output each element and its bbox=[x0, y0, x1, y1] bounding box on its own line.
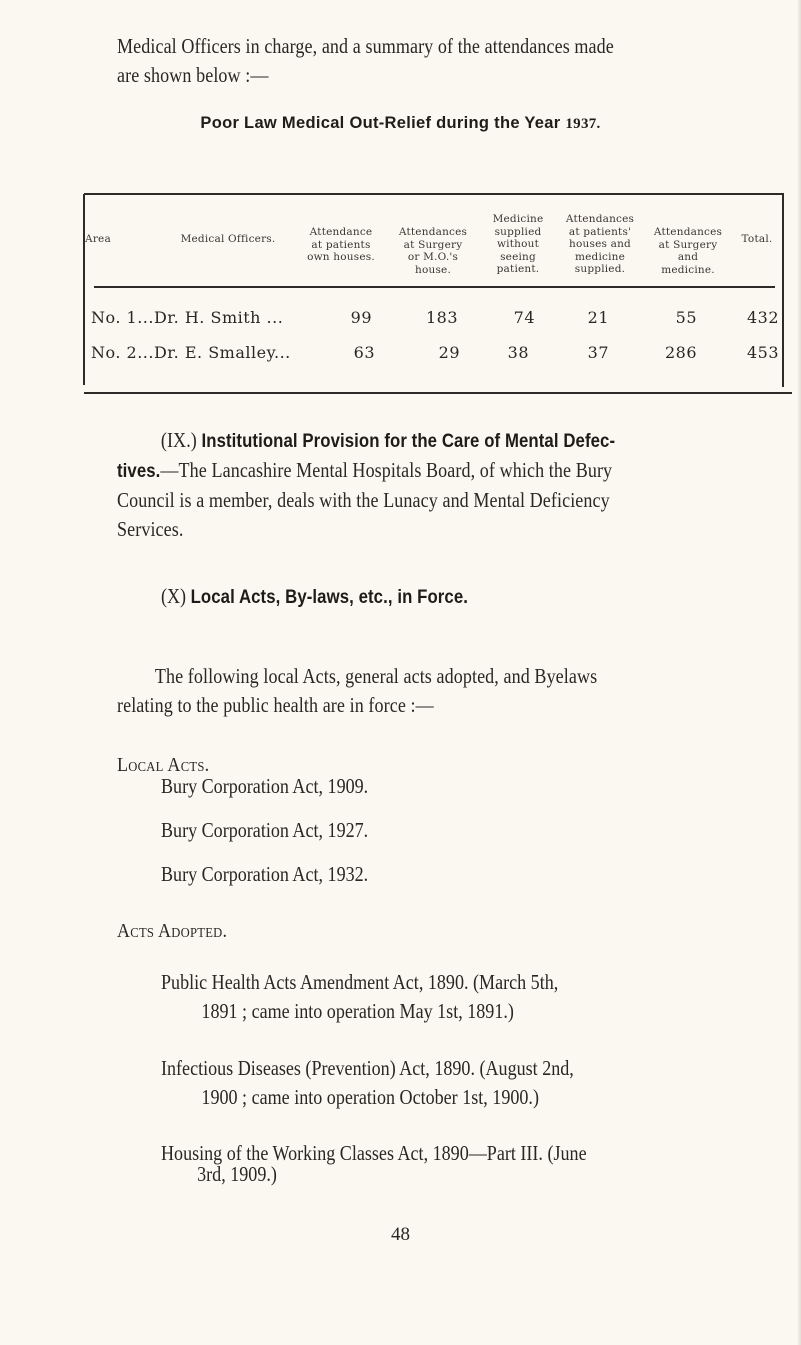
following-line: relating to the public health are in force :— bbox=[117, 693, 434, 717]
table-right-border bbox=[782, 193, 784, 387]
section-ix-body: —The Lancashire Mental Hospitals Board, of which the Bury bbox=[160, 458, 613, 482]
cell-surgery-medicine: 55 bbox=[675, 308, 697, 327]
cell-surgery-medicine: 286 bbox=[664, 343, 697, 362]
following-line: The following local Acts, general acts adopted, and Byelaws bbox=[154, 664, 598, 688]
table-title-year: 1937. bbox=[565, 116, 601, 132]
table-header-rule bbox=[94, 286, 775, 288]
cell-surgery: 183 bbox=[425, 308, 458, 327]
following-paragraph bbox=[117, 662, 801, 720]
column-header-home-and-medicine: Attendances at patients' houses and medicine supplied. bbox=[565, 213, 635, 275]
section-x-number: (X) bbox=[161, 584, 187, 608]
cell-home-medicine: 37 bbox=[587, 343, 609, 362]
section-ix-number: (IX.) bbox=[160, 428, 197, 452]
local-act-item: Bury Corporation Act, 1909. bbox=[161, 774, 369, 798]
section-x bbox=[161, 582, 518, 612]
column-header-total: Total. bbox=[741, 233, 773, 245]
local-act-item: Bury Corporation Act, 1932. bbox=[161, 862, 369, 886]
table-title-text: Poor Law Medical Out-Relief during the Year bbox=[200, 114, 561, 132]
section-x-heading: Local Acts, By-laws, etc., in Force. bbox=[190, 586, 468, 608]
column-header-medical-officers: Medical Officers. bbox=[180, 233, 276, 245]
acts-adopted-heading: Acts Adopted. bbox=[117, 920, 228, 942]
column-header-medicine-without-seeing: Medicine supplied without seeing patient. bbox=[492, 213, 544, 275]
adopted-act-item: Infectious Diseases (Prevention) Act, 1890. (August 2nd, 1900 ; came into operation October 1st, 1900.) bbox=[161, 1056, 574, 1109]
section-ix-heading-cont: tives. bbox=[117, 460, 161, 482]
adopted-act-item: Housing of the Working Classes Act, 1890—Part III. (June 3rd, 1909.) bbox=[161, 1141, 587, 1186]
cell-total: 453 bbox=[746, 343, 779, 362]
section-ix bbox=[117, 426, 801, 544]
cell-home-medicine: 21 bbox=[587, 308, 609, 327]
cell-home: 99 bbox=[350, 308, 372, 327]
cell-home: 63 bbox=[353, 343, 375, 362]
intro-line: are shown below :— bbox=[117, 63, 269, 87]
column-header-surgery-attendance: Attendances at Surgery or M.O.'s house. bbox=[398, 226, 468, 276]
section-ix-body: Council is a member, deals with the Lunacy and Mental Deficiency bbox=[117, 488, 610, 512]
local-act-item: Bury Corporation Act, 1927. bbox=[161, 818, 369, 842]
attendance-table bbox=[0, 0, 801, 420]
cell-medicine-only: 38 bbox=[507, 343, 529, 362]
cell-medicine-only: 74 bbox=[513, 308, 535, 327]
column-header-surgery-and-medicine: Attendances at Surgery and medicine. bbox=[653, 226, 723, 276]
cell-area-officer: No. 1...Dr. H. Smith ... bbox=[91, 308, 284, 327]
column-header-home-attendance: Attendance at patients own houses. bbox=[307, 226, 375, 263]
cell-surgery: 29 bbox=[438, 343, 460, 362]
page-number: 48 bbox=[391, 1224, 410, 1245]
column-header-area: Area bbox=[85, 233, 111, 245]
table-left-border bbox=[83, 194, 85, 385]
table-top-rule bbox=[84, 193, 784, 195]
cell-area-officer: No. 2...Dr. E. Smalley... bbox=[91, 343, 291, 362]
section-ix-body: Services. bbox=[117, 517, 184, 541]
intro-line: Medical Officers in charge, and a summary of the attendances made bbox=[117, 34, 614, 58]
cell-total: 432 bbox=[746, 308, 779, 327]
local-acts-heading: Local Acts. bbox=[117, 754, 210, 776]
adopted-act-item: Public Health Acts Amendment Act, 1890. (March 5th, 1891 ; came into operation May 1st, 1891.) bbox=[161, 970, 559, 1023]
section-ix-heading: Institutional Provision for the Care of Mental Defec- bbox=[201, 430, 616, 452]
table-bottom-rule bbox=[84, 392, 792, 394]
